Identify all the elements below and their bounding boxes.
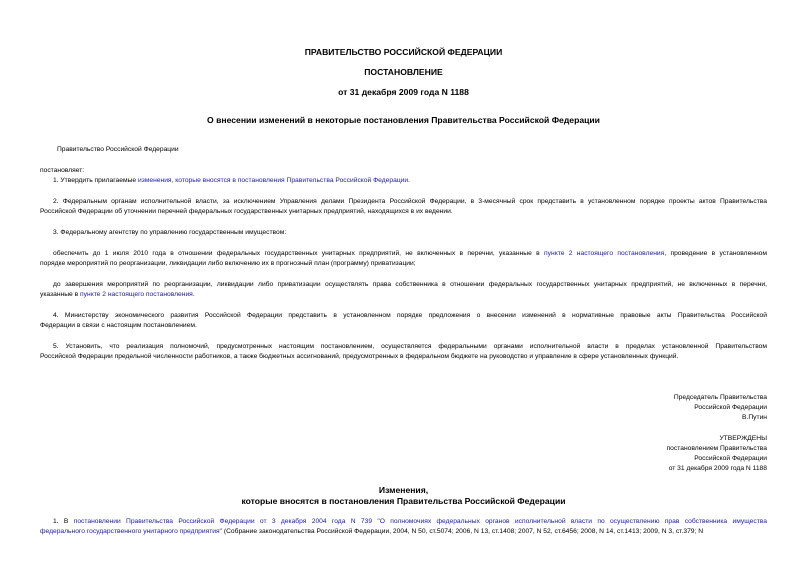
paragraph-3a-line-2: порядке мероприятий по реорганизации, ликвидации либо включению их в прогнозный план (программу) приватизации; (40, 260, 416, 267)
decree-739-link[interactable]: постановлении Правительства Российской Федерации от 3 декабря 2004 года N 739 "О полномочиях федеральных органов исполнительной власти по осуществлению прав собственника имущества (73, 518, 767, 525)
paragraph-5-line-1: 5. Установить, что реализация полномочий, предусмотренных настоящим постановлением, осуществляется федеральными органами исполнительной власти в пределах установленной Правительством (53, 343, 767, 350)
paragraph-3b-prefix: указанные в (40, 291, 81, 298)
paragraph-5-line-2: Российской Федерации предельной численности работников, а также бюджетных ассигнований, предусмотренных в федеральном бюджете на руководство и управление в сфере установленных функций. (40, 353, 679, 360)
approved-country: Российской Федерации (694, 455, 767, 462)
change-item-1-line-2 (40, 527, 767, 537)
paragraph-4-line-1: 4. Министерству экономического развития Российской Федерации представить в установленном порядке предложения о внесении изменений в нормативные правовые акты Правительства Российской (53, 312, 767, 319)
changes-subtitle: которые вносятся в постановления Правительства Российской Федерации (241, 496, 566, 506)
signature-country: Российской Федерации (694, 404, 767, 411)
approved-label: УТВЕРЖДЕНЫ (719, 435, 767, 442)
decree-739-link-2[interactable]: федерального государственного унитарного предприятия" (40, 528, 222, 535)
paragraph-3b-line-1: до завершения мероприятий по реорганизации, ликвидации либо приватизации осуществлять права собственника в отношении федеральных государственных унитарных предприятий, не включенных в перечни, (53, 281, 767, 288)
paragraph-3a-suffix: , проведение в установленном (664, 250, 767, 257)
paragraph-3a-line-1 (53, 249, 767, 259)
paragraph-4-line-2: Федерации в связи с настоящим постановлением. (40, 322, 197, 329)
paragraph-1 (53, 176, 410, 186)
point-2-link-2[interactable]: пункте 2 настоящего постановления (80, 291, 193, 298)
signature-position: Председатель Правительства (673, 394, 767, 401)
paragraph-2-line-2: Российской Федерации об уточнении перечней федеральных государственных унитарных предприятий, находящихся в их ведении. (40, 208, 453, 215)
approved-by: постановлением Правительства (666, 445, 767, 452)
signature-name: В.Путин (742, 414, 767, 421)
changes-title: Изменения, (378, 485, 429, 495)
doc-date-number: от 31 декабря 2009 года N 1188 (338, 87, 469, 97)
change-item-1-prefix: 1. В (53, 518, 74, 525)
paragraph-3: 3. Федеральному агентству по управлению государственным имуществом: (53, 229, 287, 236)
paragraph-1-suffix: . (408, 177, 410, 184)
doc-type-heading: ПОСТАНОВЛЕНИЕ (364, 67, 443, 77)
paragraph-2-line-1: 2. Федеральным органам исполнительной власти, за исключением Управления делами Президента Российской Федерации, в 3-месячный срок представить в установленном порядке проекты актов Правительства (53, 198, 767, 205)
change-item-1-line-1 (53, 517, 767, 527)
intro-decrees: постановляет: (40, 167, 85, 174)
intro-government: Правительство Российской Федерации (57, 146, 179, 153)
paragraph-3b-line-2 (40, 290, 195, 300)
paragraph-3a-prefix: обеспечить до 1 июля 2010 года в отношении федеральных государственных унитарных предприятий, не включенных в перечни, указанные в (53, 250, 545, 257)
change-item-1-suffix: (Собрание законодательства Российской Федерации, 2004, N 50, ст.5074; 2006, N 13, ст.1408; 2007, N 52, ст.6456; 2008, N 14, ст.1413; 2009, N 3, ст.379; N (221, 528, 704, 535)
changes-link[interactable]: изменения, которые вносятся в постановления Правительства Российской Федерации (137, 177, 409, 184)
org-heading: ПРАВИТЕЛЬСТВО РОССИЙСКОЙ ФЕДЕРАЦИИ (304, 47, 503, 57)
approved-date: от 31 декабря 2009 года N 1188 (668, 465, 767, 472)
paragraph-1-prefix: 1. Утвердить прилагаемые (53, 177, 138, 184)
doc-title: О внесении изменений в некоторые постановления Правительства Российской Федерации (207, 115, 600, 125)
point-2-link[interactable]: пункте 2 настоящего постановления (544, 250, 665, 257)
paragraph-3b-suffix: . (192, 291, 195, 298)
